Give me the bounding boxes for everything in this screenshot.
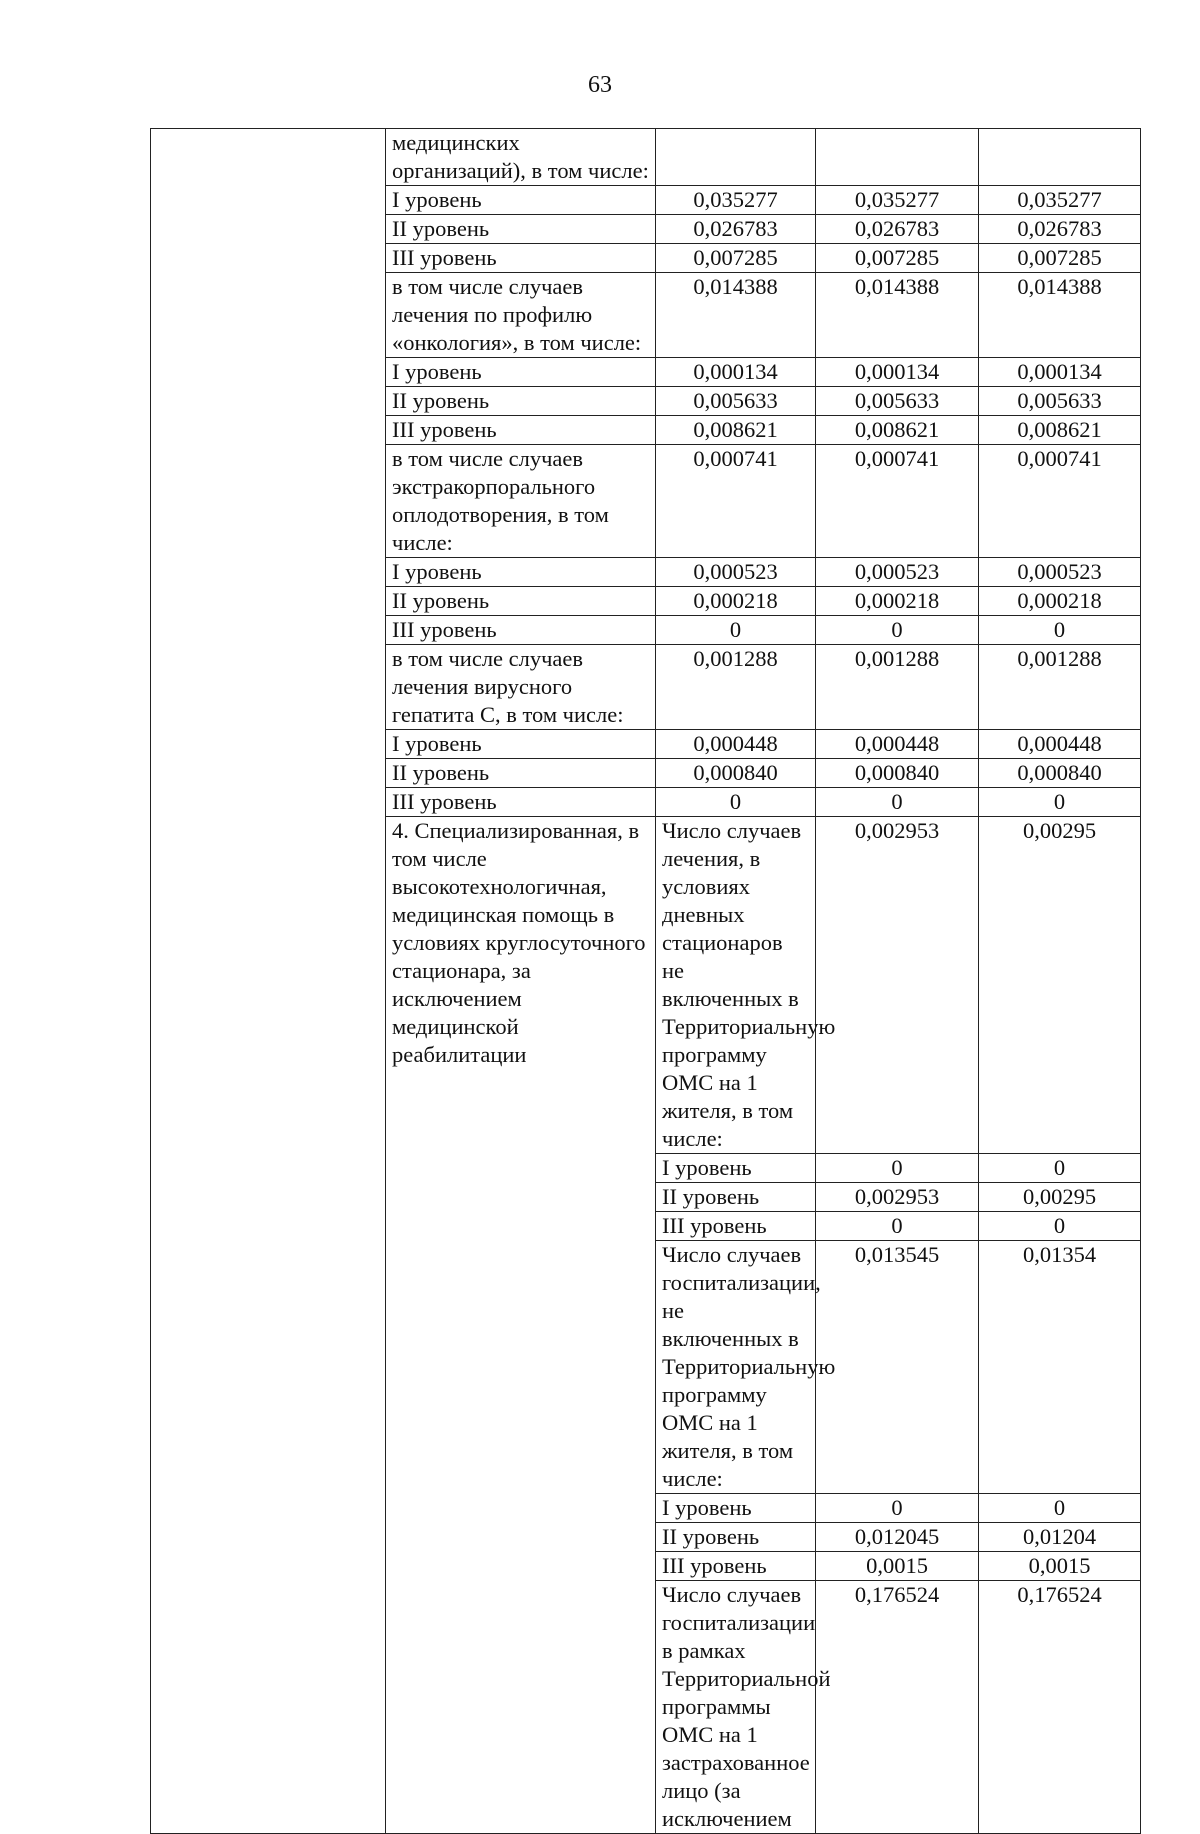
value-cell-2: 0,176524 (979, 1581, 1141, 1834)
value-cell-1: 0,005633 (656, 387, 816, 416)
table-row (151, 129, 1141, 186)
indicator-label-cell: I уровень (386, 186, 656, 215)
indicator-label-cell: Число случаев госпитализации в рамках Территориальной программы ОМС на 1 застрахованное лицо (за исключением (656, 1581, 816, 1834)
value-cell-3: 0,000840 (979, 759, 1141, 788)
indicator-label-cell: медицинских организаций), в том числе: (386, 129, 656, 186)
value-cell-1: 0,000840 (656, 759, 816, 788)
value-cell-3: 0,007285 (979, 244, 1141, 273)
value-cell-2: 0,008621 (816, 416, 979, 445)
value-cell-2: 0,014388 (816, 273, 979, 358)
indicator-label-cell: III уровень (386, 244, 656, 273)
value-cell-2: 0,005633 (816, 387, 979, 416)
value-cell-3: 0,000134 (979, 358, 1141, 387)
indicator-label-cell: I уровень (386, 558, 656, 587)
value-cell-3: 0,000523 (979, 558, 1141, 587)
value-cell-1: 0 (816, 1494, 979, 1523)
value-cell-3: 0,035277 (979, 186, 1141, 215)
indicator-label-cell: II уровень (656, 1523, 816, 1552)
table-body (151, 129, 1141, 1834)
value-cell-3: 0,008621 (979, 416, 1141, 445)
value-cell-2: 0,0015 (979, 1552, 1141, 1581)
indicator-label-cell: III уровень (656, 1212, 816, 1241)
value-cell-1: 0,000741 (656, 445, 816, 558)
indicator-label-cell: в том числе случаев экстракорпорального оплодотворения, в том числе: (386, 445, 656, 558)
value-cell-1: 0,000218 (656, 587, 816, 616)
value-cell-1: 0,012045 (816, 1523, 979, 1552)
value-cell-2: 0,00295 (979, 817, 1141, 1154)
value-cell-1: 0,000448 (656, 730, 816, 759)
category-cell (151, 129, 386, 1834)
value-cell-3 (979, 129, 1141, 186)
value-cell-3: 0,000448 (979, 730, 1141, 759)
indicator-label-cell: Число случаев госпитализации, не включенных в Территориальную программу ОМС на 1 жителя, в том числе: (656, 1241, 816, 1494)
indicator-label-cell: III уровень (386, 416, 656, 445)
value-cell-2: 0,000741 (816, 445, 979, 558)
value-cell-2 (816, 129, 979, 186)
value-cell-1: 0 (816, 1212, 979, 1241)
value-cell-3: 0,000741 (979, 445, 1141, 558)
value-cell-1: 0,001288 (656, 645, 816, 730)
indicator-label-cell: Число случаев лечения, в условиях дневных стационаров не включенных в Территориальную программу ОМС на 1 жителя, в том числе: (656, 817, 816, 1154)
value-cell-1: 0,013545 (816, 1241, 979, 1494)
value-cell-2: 0,01354 (979, 1241, 1141, 1494)
value-cell-1: 0,007285 (656, 244, 816, 273)
indicator-label-cell: II уровень (386, 215, 656, 244)
value-cell-1: 0,002953 (816, 1183, 979, 1212)
value-cell-2: 0,035277 (816, 186, 979, 215)
value-cell-3: 0 (979, 788, 1141, 817)
value-cell-1: 0,014388 (656, 273, 816, 358)
value-cell-1: 0,0015 (816, 1552, 979, 1581)
value-cell-1 (656, 129, 816, 186)
indicator-label-cell: II уровень (386, 587, 656, 616)
value-cell-2: 0,001288 (816, 645, 979, 730)
indicator-label-cell: III уровень (656, 1552, 816, 1581)
indicator-label-cell: в том числе случаев лечения по профилю «онкология», в том числе: (386, 273, 656, 358)
value-cell-1: 0,002953 (816, 817, 979, 1154)
value-cell-3: 0,000218 (979, 587, 1141, 616)
value-cell-1: 0,000523 (656, 558, 816, 587)
value-cell-1: 0 (656, 616, 816, 645)
value-cell-2: 0,00295 (979, 1183, 1141, 1212)
value-cell-2: 0 (979, 1212, 1141, 1241)
value-cell-1: 0,035277 (656, 186, 816, 215)
value-cell-3: 0 (979, 616, 1141, 645)
value-cell-3: 0,001288 (979, 645, 1141, 730)
value-cell-2: 0,000523 (816, 558, 979, 587)
value-cell-1: 0,000134 (656, 358, 816, 387)
value-cell-1: 0 (816, 1154, 979, 1183)
value-cell-3: 0,005633 (979, 387, 1141, 416)
data-table (150, 128, 1141, 1834)
indicator-label-cell: I уровень (656, 1154, 816, 1183)
page-number: 63 (588, 72, 612, 98)
category-cell: 4. Специализированная, в том числе высокотехнологичная, медицинская помощь в условиях круглосуточного стационара, за исключением медицинской реабилитации (386, 817, 656, 1834)
value-cell-1: 0,008621 (656, 416, 816, 445)
value-cell-3: 0,026783 (979, 215, 1141, 244)
indicator-label-cell: II уровень (386, 387, 656, 416)
indicator-label-cell: в том числе случаев лечения вирусного гепатита С, в том числе: (386, 645, 656, 730)
indicator-label-cell: III уровень (386, 616, 656, 645)
value-cell-1: 0 (656, 788, 816, 817)
value-cell-2: 0,01204 (979, 1523, 1141, 1552)
indicator-label-cell: III уровень (386, 788, 656, 817)
indicator-label-cell: I уровень (656, 1494, 816, 1523)
value-cell-2: 0,000448 (816, 730, 979, 759)
value-cell-2: 0 (816, 616, 979, 645)
value-cell-2: 0,007285 (816, 244, 979, 273)
indicator-label-cell: I уровень (386, 730, 656, 759)
value-cell-2: 0,000134 (816, 358, 979, 387)
indicator-label-cell: I уровень (386, 358, 656, 387)
value-cell-2: 0 (979, 1154, 1141, 1183)
value-cell-2: 0 (979, 1494, 1141, 1523)
value-cell-2: 0 (816, 788, 979, 817)
value-cell-3: 0,014388 (979, 273, 1141, 358)
value-cell-1: 0,026783 (656, 215, 816, 244)
value-cell-2: 0,000218 (816, 587, 979, 616)
value-cell-2: 0,026783 (816, 215, 979, 244)
value-cell-1: 0,176524 (816, 1581, 979, 1834)
indicator-label-cell: II уровень (386, 759, 656, 788)
value-cell-2: 0,000840 (816, 759, 979, 788)
indicator-label-cell: II уровень (656, 1183, 816, 1212)
